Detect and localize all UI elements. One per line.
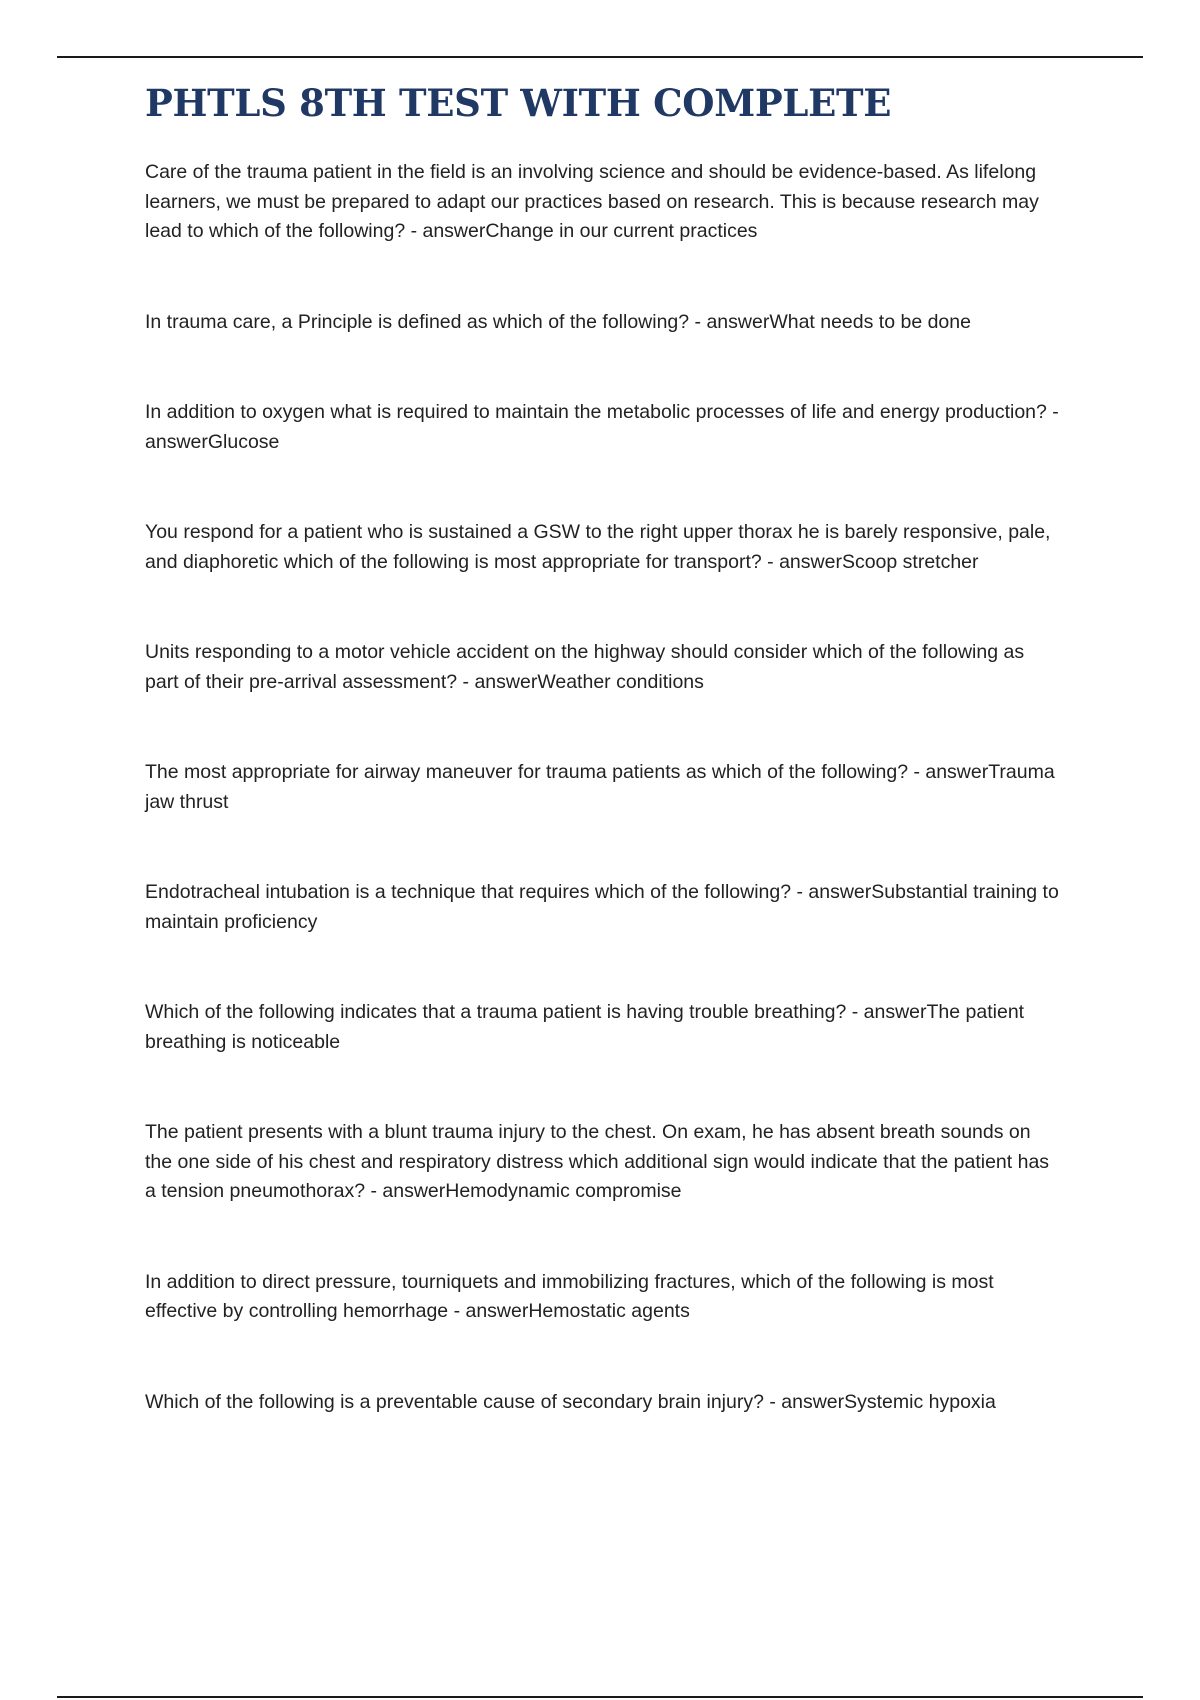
qa-item-7: Endotracheal intubation is a technique that requires which of the following? - answerSubstantial training to maintain proficiency <box>145 881 1059 933</box>
document-page <box>145 78 1060 1478</box>
qa-item-10: In addition to direct pressure, tourniquets and immobilizing fractures, which of the following is most effective by controlling hemorrhage - answerHemostatic agents <box>145 1270 994 1322</box>
footer-rule <box>57 1696 1143 1698</box>
qa-item-11: Which of the following is a preventable cause of secondary brain injury? - answerSystemic hypoxia <box>145 1390 996 1413</box>
qa-item-9: The patient presents with a blunt trauma injury to the chest. On exam, he has absent breath sounds on the one side of his chest and respiratory distress which additional sign would indicate that the patient has a tension pneumothorax? - answerHemodynamic compromise <box>145 1121 1050 1202</box>
qa-item-2: In trauma care, a Principle is defined as which of the following? - answerWhat needs to be done <box>145 310 971 333</box>
qa-item-4: You respond for a patient who is sustained a GSW to the right upper thorax he is barely responsive, pale, and diaphoretic which of the following is most appropriate for transport? - answerScoop stretcher <box>145 521 1051 573</box>
qa-item-5: Units responding to a motor vehicle accident on the highway should consider which of the following as part of their pre-arrival assessment? - answerWeather conditions <box>145 641 1025 693</box>
header-rule <box>57 56 1143 58</box>
qa-item-1: Care of the trauma patient in the field is an involving science and should be evidence-based. As lifelong learners, we must be prepared to adapt our practices based on research. This is because research may lead to which of the following? - answerChange in our current practices <box>145 161 1039 242</box>
question-list <box>145 158 1060 1417</box>
qa-item-3: In addition to oxygen what is required to maintain the metabolic processes of life and energy production? - answerGlucose <box>145 401 1059 453</box>
qa-item-8: Which of the following indicates that a trauma patient is having trouble breathing? - answerThe patient breathing is noticeable <box>145 1001 1025 1053</box>
document-title: PHTLS 8TH TEST WITH COMPLETE <box>145 81 892 125</box>
qa-item-6: The most appropriate for airway maneuver for trauma patients as which of the following? - answerTrauma jaw thrust <box>145 761 1055 813</box>
